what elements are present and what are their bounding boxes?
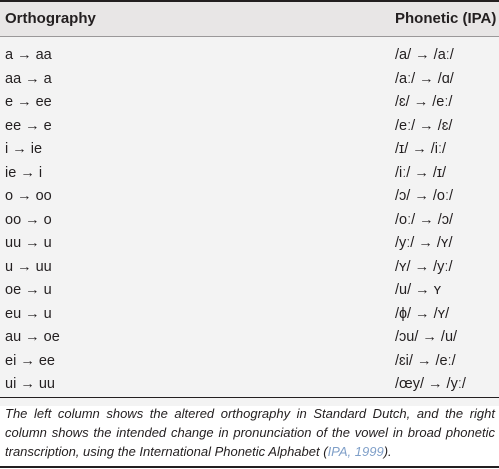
table-row [0, 256, 499, 280]
table-bottom-rule [0, 397, 499, 398]
table-row [0, 303, 499, 327]
caption-text-before: The left column shows the altered orthography in Standard Dutch, and the right column shows the intended change in pronunciation of the vowel in broad phonetic transcription, using the International Phonetic Alphabet ( [5, 406, 495, 459]
phonetic-cell: /ɔu/ → /u/ [395, 329, 458, 345]
phonetic-cell: /aː/ → /ɑ/ [395, 70, 454, 87]
table-row [0, 373, 499, 397]
table-row [0, 279, 499, 303]
phonetic-cell: /ɛ/ → /eː/ [395, 94, 453, 110]
table-row [0, 138, 499, 162]
caption-citation-link[interactable]: IPA, 1999 [327, 444, 384, 459]
table-row [0, 209, 499, 233]
phonetic-cell: /ʏ/ → /yː/ [395, 258, 453, 275]
table-header [0, 2, 499, 37]
caption-bottom-rule [0, 466, 499, 468]
table-row [0, 91, 499, 115]
phonetic-cell: /ɸ/ → /ʏ/ [395, 305, 450, 322]
table-row [0, 326, 499, 350]
orthography-cell: ui → uu [5, 376, 55, 392]
phonetic-cell: /ɔ/ → /oː/ [395, 188, 454, 204]
phonetic-cell: /iː/ → /ɪ/ [395, 164, 447, 181]
orthography-cell: ei → ee [5, 352, 55, 369]
phonetic-cell: /yː/ → /ʏ/ [395, 235, 453, 251]
orthography-cell: o → oo [5, 188, 52, 204]
orthography-cell: i → ie [5, 141, 43, 157]
orthography-cell: ie → i [5, 164, 43, 181]
table-row [0, 350, 499, 374]
orthography-cell: ee → e [5, 117, 52, 134]
orthography-cell: eu → u [5, 305, 52, 322]
orthography-cell: oo → o [5, 211, 52, 228]
phonetic-cell: /oː/ → /ɔ/ [395, 211, 454, 228]
phonetic-cell: /a/ → /aː/ [395, 47, 454, 63]
orthography-cell: au → oe [5, 329, 60, 345]
phonetic-cell: /œy/ → /yː/ [395, 376, 466, 392]
orthography-cell: a → aa [5, 47, 52, 63]
phonetic-cell: /ɪ/ → /iː/ [395, 141, 447, 157]
table-row [0, 115, 499, 139]
orthography-cell: u → uu [5, 258, 52, 275]
table-caption [5, 404, 495, 461]
caption-text-after: ). [383, 444, 392, 459]
table-row [0, 162, 499, 186]
phonetic-cell: /eː/ → /ɛ/ [395, 117, 453, 134]
table-body [0, 37, 499, 406]
orthography-cell: oe → u [5, 282, 52, 298]
table-row [0, 185, 499, 209]
table-row [0, 68, 499, 92]
phonetic-cell: /u/ → ʏ [395, 282, 442, 298]
phonetic-cell: /ɛi/ → /eː/ [395, 352, 456, 369]
table-row [0, 44, 499, 68]
column-header-orthography: Orthography [5, 10, 96, 27]
orthography-cell: aa → a [5, 70, 52, 87]
orthography-cell: uu → u [5, 235, 52, 251]
column-header-phonetic: Phonetic (IPA) [395, 10, 497, 27]
orthography-cell: e → ee [5, 94, 52, 110]
table-row [0, 232, 499, 256]
